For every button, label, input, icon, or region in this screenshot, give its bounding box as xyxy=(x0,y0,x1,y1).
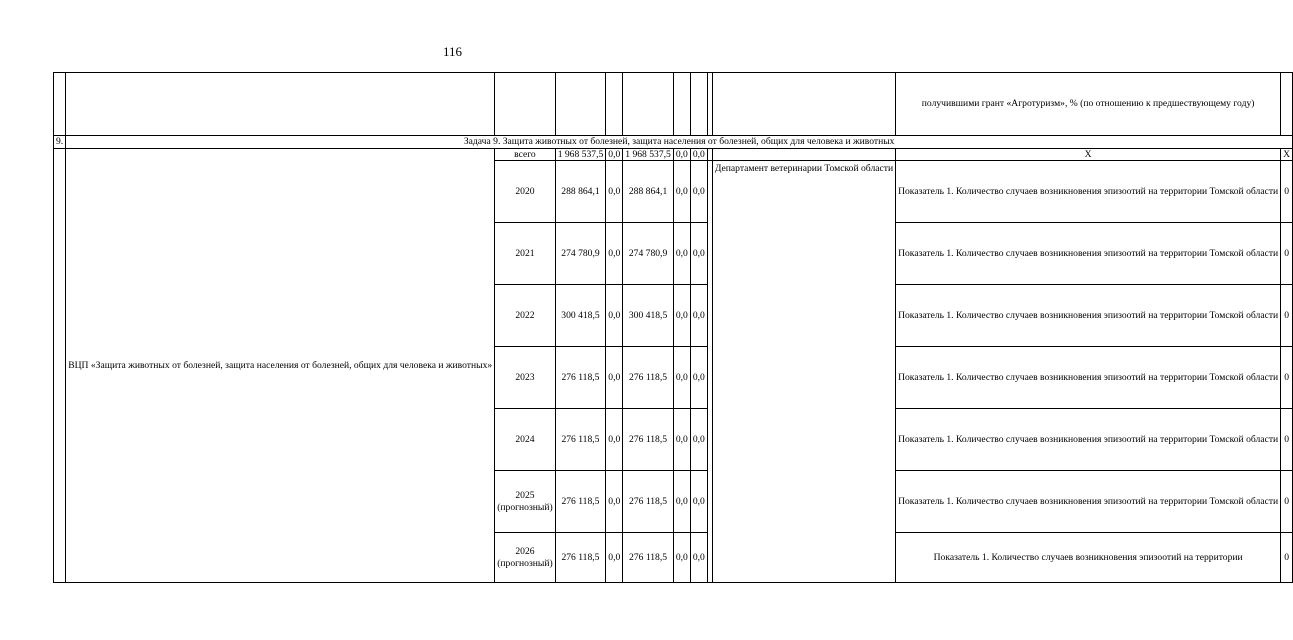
indicator-cell: Показатель 1. Количество случаев возникновения эпизоотий на территории Томской области xyxy=(896,223,1281,285)
value-cell: 0,0 xyxy=(673,409,690,471)
indicator-value: 0 xyxy=(1281,223,1293,285)
value-cell: 0,0 xyxy=(690,161,707,223)
value-cell: 0,0 xyxy=(673,347,690,409)
page-number: 116 xyxy=(442,44,463,59)
value-cell: 0,0 xyxy=(606,533,623,583)
year-label: 2022 xyxy=(495,285,556,347)
indicator-value: 0 xyxy=(1281,471,1293,533)
value-cell: 0,0 xyxy=(673,533,690,583)
value-cell: 0,0 xyxy=(673,285,690,347)
value-cell: 276 118,5 xyxy=(555,347,606,409)
program-table xyxy=(53,72,1293,583)
indicator-value: 0 xyxy=(1281,347,1293,409)
indicator-cell: Показатель 1. Количество случаев возникновения эпизоотий на территории Томской области xyxy=(896,471,1281,533)
value-cell: 1 968 537,5 xyxy=(623,148,674,161)
value-cell: 276 118,5 xyxy=(555,471,606,533)
value-cell: 276 118,5 xyxy=(623,409,674,471)
value-cell: 0,0 xyxy=(673,148,690,161)
indicator-value: 0 xyxy=(1281,161,1293,223)
continued-row xyxy=(54,73,1293,136)
indicator-cell: Показатель 1. Количество случаев возникновения эпизоотий на территории Томской области xyxy=(896,347,1281,409)
value-cell: 0,0 xyxy=(690,533,707,583)
value-cell: 0,0 xyxy=(606,409,623,471)
period-label: всего xyxy=(495,148,556,161)
value-cell: 0,0 xyxy=(606,223,623,285)
value-cell: 0,0 xyxy=(690,347,707,409)
indicator-value: X xyxy=(1281,148,1293,161)
value-cell: 0,0 xyxy=(690,285,707,347)
value-cell: 276 118,5 xyxy=(555,533,606,583)
value-cell: 0,0 xyxy=(673,471,690,533)
value-cell: 0,0 xyxy=(690,148,707,161)
value-cell: 1 968 537,5 xyxy=(555,148,606,161)
year-label: 2021 xyxy=(495,223,556,285)
year-number: 2026 xyxy=(515,545,535,557)
task-title: Задача 9. Защита животных от болезней, защита населения от болезней, общих для человека и животных xyxy=(66,136,1293,149)
indicator-value: 0 xyxy=(1281,409,1293,471)
value-cell: 0,0 xyxy=(606,285,623,347)
value-cell: 0,0 xyxy=(690,409,707,471)
value-cell: 0,0 xyxy=(606,161,623,223)
value-cell: 0,0 xyxy=(606,471,623,533)
year-label: 2024 xyxy=(495,409,556,471)
indicator-cell: Показатель 1. Количество случаев возникновения эпизоотий на территории xyxy=(896,533,1281,583)
value-cell: 276 118,5 xyxy=(623,347,674,409)
total-row xyxy=(54,148,1293,161)
year-label: 2020 xyxy=(495,161,556,223)
indicator-value: 0 xyxy=(1281,285,1293,347)
value-cell: 288 864,1 xyxy=(555,161,606,223)
task-number: 9. xyxy=(54,136,66,149)
value-cell: 274 780,9 xyxy=(555,223,606,285)
indicator-value: 0 xyxy=(1281,533,1293,583)
year-label: 2023 xyxy=(495,347,556,409)
value-cell: 300 418,5 xyxy=(623,285,674,347)
value-cell: 0,0 xyxy=(673,223,690,285)
value-cell: 274 780,9 xyxy=(623,223,674,285)
value-cell: 276 118,5 xyxy=(623,471,674,533)
year-label xyxy=(495,533,556,583)
indicator-cell: Показатель 1. Количество случаев возникновения эпизоотий на территории Томской области xyxy=(896,161,1281,223)
value-cell: 300 418,5 xyxy=(555,285,606,347)
value-cell: 276 118,5 xyxy=(555,409,606,471)
department-cell: Департамент ветеринарии Томской области xyxy=(712,161,895,583)
indicator-cell: Показатель 1. Количество случаев возникновения эпизоотий на территории Томской области xyxy=(896,285,1281,347)
indicator-cell: получившими грант «Агротуризм», % (по отношению к предшествующему году) xyxy=(896,73,1281,136)
task-row xyxy=(54,136,1293,149)
value-cell: 0,0 xyxy=(673,161,690,223)
year-forecast-note: (прогнозный) xyxy=(497,557,553,569)
year-number: 2025 xyxy=(515,489,535,501)
value-cell: 0,0 xyxy=(690,223,707,285)
indicator-cell: Показатель 1. Количество случаев возникновения эпизоотий на территории Томской области xyxy=(896,409,1281,471)
year-forecast-note: (прогнозный) xyxy=(497,501,553,513)
indicator-cell: X xyxy=(896,148,1281,161)
value-cell: 288 864,1 xyxy=(623,161,674,223)
value-cell: 0,0 xyxy=(606,148,623,161)
program-name: ВЦП «Защита животных от болезней, защита населения от болезней, общих для человека и животных» xyxy=(66,148,495,583)
year-label xyxy=(495,471,556,533)
value-cell: 0,0 xyxy=(690,471,707,533)
value-cell: 0,0 xyxy=(606,347,623,409)
value-cell: 276 118,5 xyxy=(623,533,674,583)
